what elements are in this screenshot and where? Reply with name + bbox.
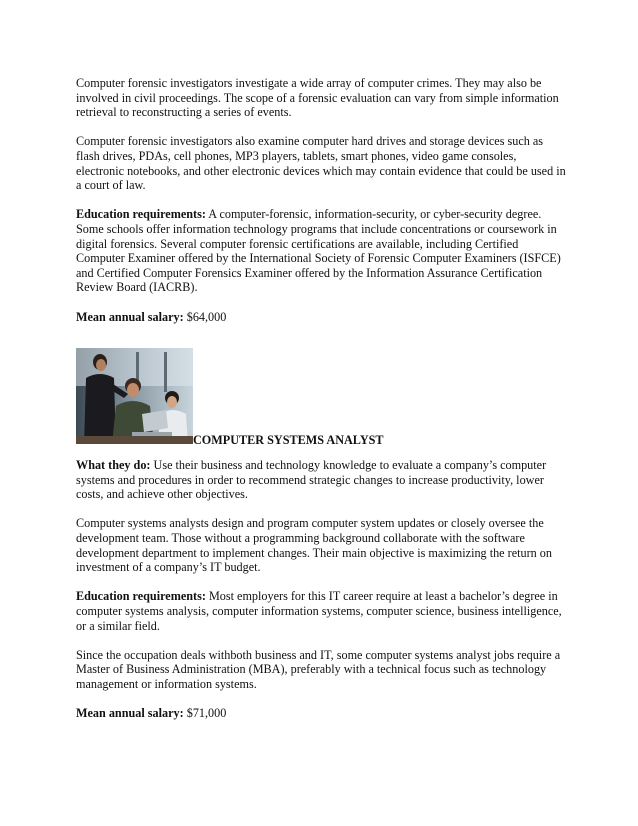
analyst-education-paragraph bbox=[76, 589, 566, 633]
salary-label: Mean annual salary: bbox=[76, 309, 184, 324]
analyst-figure-row bbox=[76, 348, 566, 447]
salary-label: Mean annual salary: bbox=[76, 706, 184, 721]
forensic-intro-paragraph: Computer forensic investigators investigate a wide array of computer crimes. They may also be involved in civil proceedings. The scope of a forensic evaluation can vary from simple information retrieval to reconstructing a series of events. bbox=[76, 76, 559, 120]
what-label: What they do: bbox=[76, 458, 151, 473]
forensic-devices-paragraph: Computer forensic investigators also examine computer hard drives and storage devices such as flash drives, PDAs, cell phones, MP3 players, tablets, smart phones, video game consoles, electronic notebooks, and other electronic devices which may contain evidence that could be used in a court of law. bbox=[76, 134, 566, 193]
education-label: Education requirements: bbox=[76, 207, 206, 222]
section-heading: COMPUTER SYSTEMS ANALYST bbox=[193, 432, 384, 447]
what-text: Use their business and technology knowledge to evaluate a company’s computer systems and procedures in order to recommend strategic changes to increase productivity, lower costs, and achieve other objectives. bbox=[76, 458, 547, 502]
analyst-mba-paragraph: Since the occupation deals withboth business and IT, some computer systems analyst jobs require a Master of Business Administration (MBA), preferably with a technical focus such as technology management or information systems. bbox=[76, 647, 561, 691]
education-text: Most employers for this IT career require at least a bachelor’s degree in computer systems analysis, computer information systems, computer science, business intelligence, or a similar field. bbox=[76, 589, 562, 633]
education-text: A computer-forensic, information-security, or cyber-security degree. Some schools offer information technology programs that include concentrations or coursework in digital forensics. Several computer forensic certifications are available, including Certified Computer Examiner offered by the International Society of Forensic Computer Examiners (ISFCE) and Certified Computer Forensics Examiner offered by the Information Assurance Certification Review Board (IACRB). bbox=[76, 207, 561, 295]
office-photo bbox=[76, 348, 193, 444]
salary-value: $64,000 bbox=[183, 309, 227, 324]
education-label: Education requirements: bbox=[76, 589, 206, 604]
analyst-salary-paragraph bbox=[76, 706, 566, 721]
analyst-what-paragraph bbox=[76, 458, 566, 502]
document-page bbox=[76, 76, 566, 735]
salary-value: $71,000 bbox=[183, 706, 227, 721]
forensic-education-paragraph bbox=[76, 207, 566, 295]
analyst-design-paragraph: Computer systems analysts design and program computer system updates or closely oversee the development team. Those without a programming background collaborate with the software development department to implement changes. Their main objective is maximizing the return on investment of a company’s IT budget. bbox=[76, 516, 552, 575]
forensic-salary-paragraph bbox=[76, 310, 566, 325]
